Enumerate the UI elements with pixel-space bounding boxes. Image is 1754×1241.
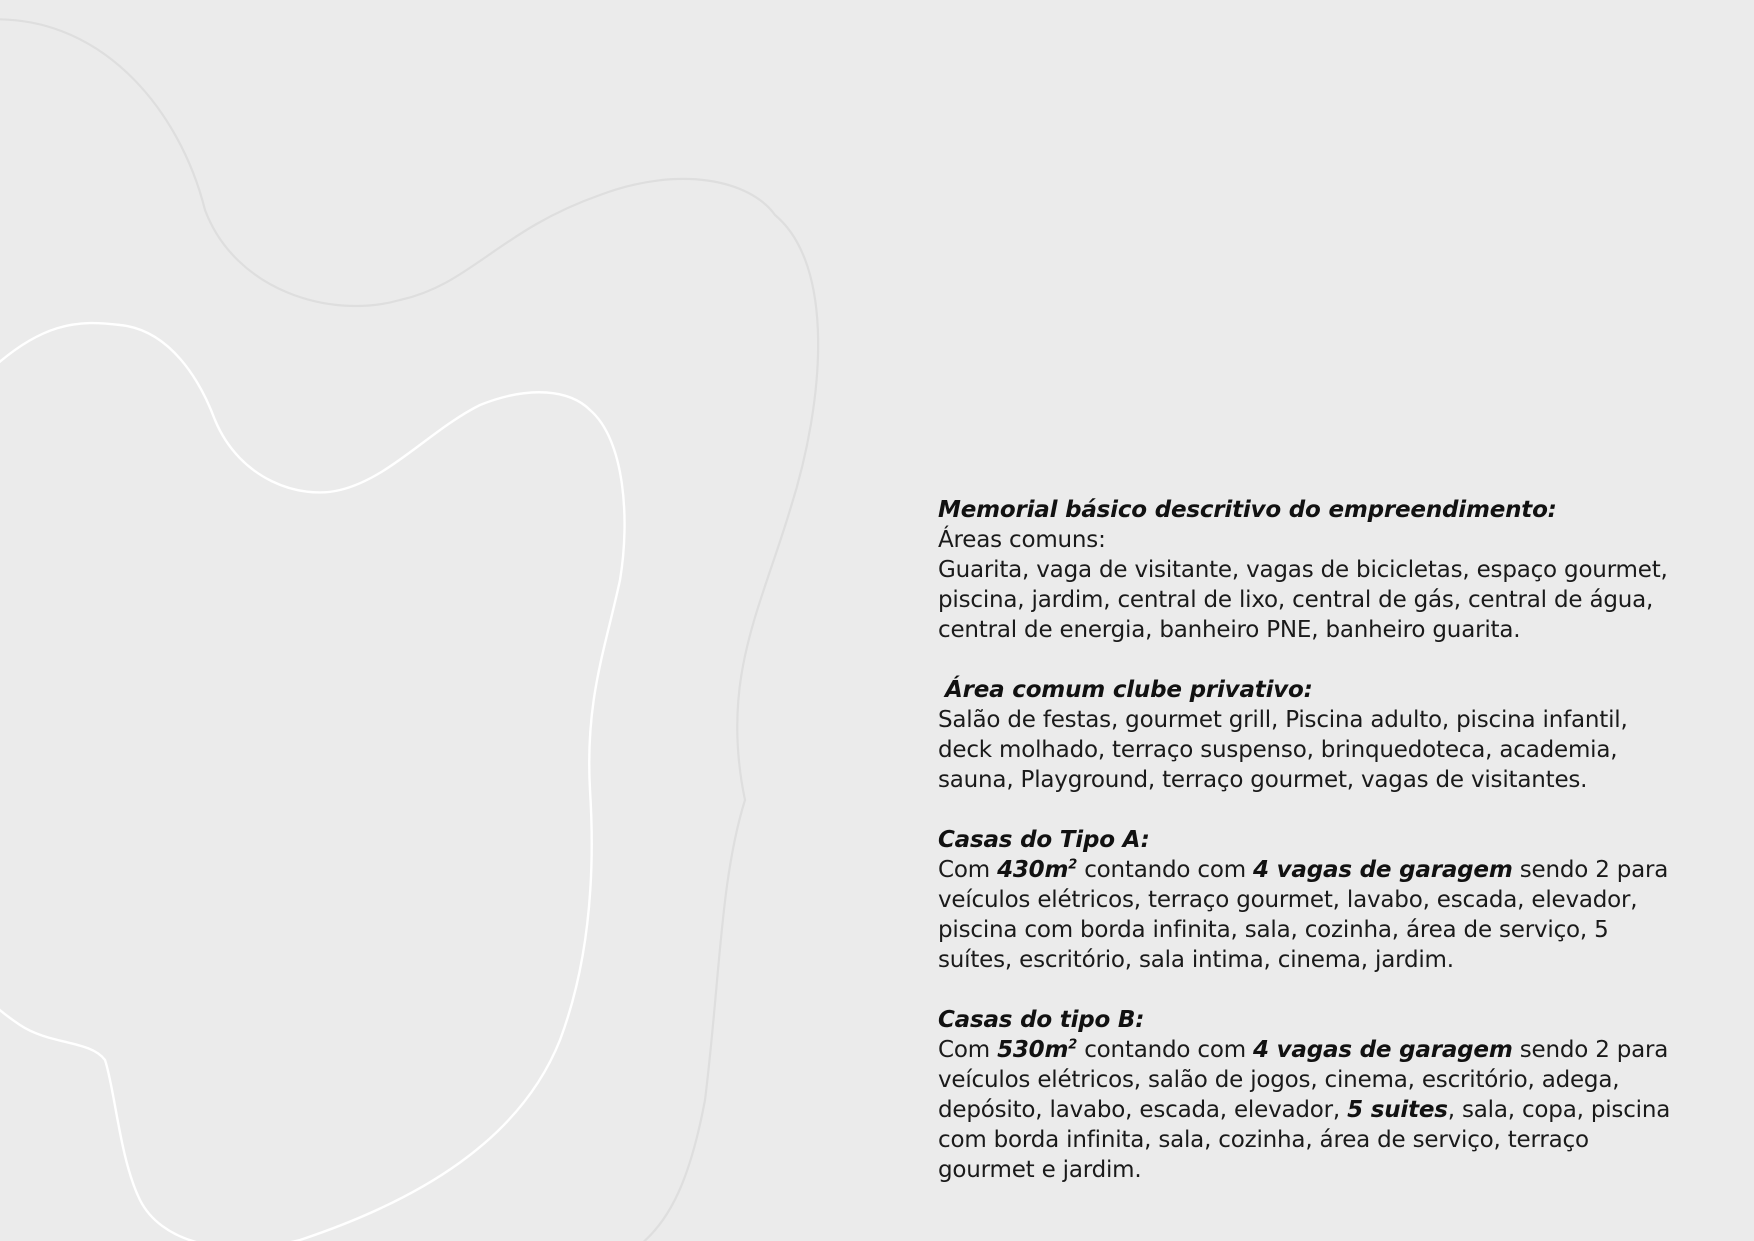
tipo-b-section bbox=[938, 1005, 1678, 1185]
tipo-a-line: suítes, escritório, sala intima, cinema, jardim. bbox=[938, 947, 1454, 973]
outer-curve bbox=[0, 19, 818, 1241]
garage-spots: 4 vagas de garagem bbox=[1253, 1037, 1513, 1063]
tipo-b-line: veículos elétricos, salão de jogos, cinema, escritório, adega, bbox=[938, 1067, 1620, 1093]
area-number: 430m bbox=[997, 857, 1069, 883]
suites-count: 5 suites bbox=[1347, 1097, 1448, 1123]
tipo-b-line: com borda infinita, sala, cozinha, área de serviço, terraço bbox=[938, 1127, 1589, 1153]
tipo-a-line: veículos elétricos, terraço gourmet, lavabo, escada, elevador, bbox=[938, 887, 1638, 913]
description-text bbox=[938, 495, 1678, 1215]
text-fragment: Com bbox=[938, 1037, 998, 1063]
inner-curve bbox=[0, 323, 625, 1241]
text-fragment: Com bbox=[938, 857, 998, 883]
text-fragment: contando com bbox=[1077, 1037, 1254, 1063]
memorial-line: piscina, jardim, central de lixo, central de gás, central de água, bbox=[938, 587, 1654, 613]
area-superscript: 2 bbox=[1068, 1037, 1078, 1053]
memorial-line: central de energia, banheiro PNE, banheiro guarita. bbox=[938, 617, 1521, 643]
area-number: 530m bbox=[997, 1037, 1069, 1063]
clube-section bbox=[938, 675, 1678, 795]
tipo-a-line bbox=[938, 855, 1678, 885]
tipo-a-heading: Casas do Tipo A: bbox=[938, 827, 1150, 853]
clube-line: deck molhado, terraço suspenso, brinquedoteca, academia, bbox=[938, 737, 1618, 763]
garage-spots: 4 vagas de garagem bbox=[1253, 857, 1513, 883]
area-superscript: 2 bbox=[1068, 857, 1078, 873]
tipo-b-line bbox=[938, 1095, 1678, 1125]
area-value bbox=[997, 857, 1077, 883]
tipo-a-section bbox=[938, 825, 1678, 975]
tipo-b-line bbox=[938, 1035, 1678, 1065]
areas-comuns-label: Áreas comuns: bbox=[938, 527, 1106, 553]
clube-line: sauna, Playground, terraço gourmet, vagas de visitantes. bbox=[938, 767, 1588, 793]
memorial-section bbox=[938, 495, 1678, 645]
memorial-line: Guarita, vaga de visitante, vagas de bicicletas, espaço gourmet, bbox=[938, 557, 1668, 583]
text-fragment: , sala, copa, piscina bbox=[1447, 1097, 1671, 1123]
text-fragment: contando com bbox=[1077, 857, 1254, 883]
memorial-heading: Memorial básico descritivo do empreendimento: bbox=[938, 497, 1557, 523]
text-fragment: sendo 2 para bbox=[1512, 1037, 1669, 1063]
area-value bbox=[997, 1037, 1077, 1063]
tipo-b-heading: Casas do tipo B: bbox=[938, 1007, 1145, 1033]
text-fragment: sendo 2 para bbox=[1512, 857, 1669, 883]
clube-heading: Área comum clube privativo: bbox=[945, 677, 1313, 703]
tipo-a-line: piscina com borda infinita, sala, cozinha, área de serviço, 5 bbox=[938, 917, 1609, 943]
clube-line: Salão de festas, gourmet grill, Piscina adulto, piscina infantil, bbox=[938, 707, 1628, 733]
text-fragment: depósito, lavabo, escada, elevador, bbox=[938, 1097, 1348, 1123]
tipo-b-line: gourmet e jardim. bbox=[938, 1157, 1142, 1183]
